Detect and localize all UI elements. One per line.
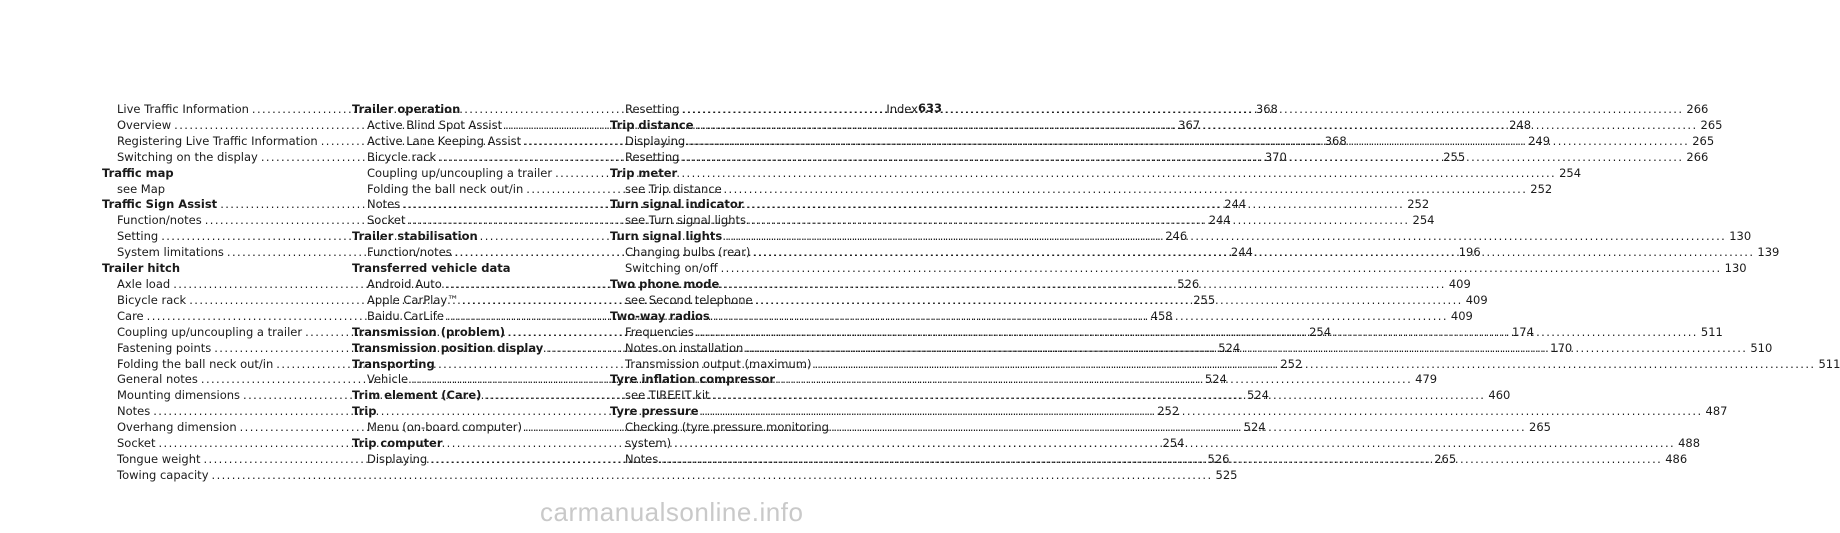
entry-label: Android Auto [367, 276, 442, 291]
dot-leader [674, 436, 1675, 452]
entry-page-number: 196 [1458, 245, 1481, 260]
section-label: Index [886, 102, 918, 116]
index-line [352, 436, 604, 452]
entry-page-number: 265 [1434, 451, 1457, 466]
dot-leader [721, 261, 1722, 277]
dot-leader [661, 452, 1662, 468]
index-line [610, 293, 867, 309]
entry-page-number: 526 [1207, 451, 1230, 466]
entry-label: Two phone mode [610, 276, 720, 291]
entry-label: Setting [117, 229, 159, 244]
entry-label: Baidu CarLife [367, 308, 444, 323]
index-line [610, 166, 867, 182]
index-line [610, 261, 1747, 277]
entry-page-number: 488 [1678, 436, 1701, 451]
index-entry-subitem [102, 467, 1238, 484]
entry-page-number: 511 [1818, 356, 1840, 371]
index-line [352, 404, 604, 420]
entry-page-number: 130 [1729, 229, 1752, 244]
index-line [610, 372, 867, 388]
entry-label: Live Traffic Information [117, 102, 249, 116]
entry-page-number: 255 [1443, 149, 1466, 164]
index-entry-subitem [610, 293, 867, 309]
entry-label: Trip distance [610, 117, 694, 132]
entry-page-number: 255 [1193, 292, 1216, 307]
entry-page-number: 130 [1724, 261, 1747, 276]
entry-page-number: 244 [1208, 213, 1231, 228]
entry-page-number: 487 [1705, 404, 1728, 419]
index-line [102, 166, 349, 182]
entry-page-number: 254 [1559, 165, 1582, 180]
dot-leader [411, 372, 1412, 388]
entry-page-number: 266 [1686, 149, 1709, 164]
entry-page-number: 265 [1692, 133, 1715, 148]
entry-label: Transporting [352, 356, 435, 371]
entry-label: Traffic Sign Assist [102, 197, 218, 212]
entry-page-number: 174 [1511, 324, 1534, 339]
entry-label: Notes [625, 451, 659, 466]
entry-label: Notes [117, 404, 151, 419]
index-line [352, 102, 604, 118]
entry-page-number: 367 [1178, 117, 1201, 132]
index-entry-heading [610, 372, 867, 388]
watermark-text: carmanualsonline.info [540, 497, 804, 527]
entry-label: Switching on/off [625, 261, 718, 276]
entry-page-number: 409 [1450, 308, 1473, 323]
entry-label: Tongue weight [117, 451, 201, 466]
entry-label: Transmission (problem) [352, 324, 505, 339]
entry-label: Tyre pressure [610, 404, 699, 419]
entry-label: Notes on installation [625, 340, 744, 355]
index-entry-heading [610, 277, 867, 293]
entry-page-number: 409 [1465, 292, 1488, 307]
entry-label: Coupling up/uncoupling a trailer [367, 165, 553, 180]
entry-label: Function/notes [117, 213, 202, 228]
entry-label: Displaying [367, 451, 428, 466]
entry-label: Bicycle rack [117, 292, 187, 307]
entry-page-number: 524 [1204, 372, 1227, 387]
entry-page-number: 409 [1448, 276, 1471, 291]
entry-label: Socket [367, 213, 406, 228]
entry-label: System limitations [117, 245, 224, 260]
entry-page-number: 525 [1215, 467, 1238, 482]
entry-page-number: 266 [1686, 102, 1709, 116]
entry-page-number: 524 [1247, 388, 1269, 403]
entry-label: Menu (on-board computer) [367, 420, 523, 435]
index-line [610, 388, 867, 404]
dot-leader [725, 229, 1726, 245]
entry-label: Trip [352, 404, 377, 419]
entry-page-number: 460 [1488, 388, 1511, 403]
index-entry-heading [352, 404, 604, 420]
index-entry-subitem [610, 213, 867, 229]
dot-leader [697, 325, 1698, 341]
entry-page-number: 486 [1665, 451, 1688, 466]
entry-page-number: 368 [1255, 102, 1278, 116]
page-number: 633 [917, 101, 942, 115]
entry-label: Tyre inflation compressor [610, 372, 776, 387]
entry-page-number: 252 [1407, 197, 1430, 212]
dot-leader [814, 357, 1815, 373]
entry-label: Socket [117, 436, 156, 451]
index-entry-subitem [610, 182, 867, 198]
index-line [610, 197, 867, 213]
entry-page-number: 254 [1162, 436, 1185, 451]
entry-page-number: 254 [1309, 324, 1332, 339]
dot-leader [688, 134, 1689, 150]
entry-label: Function/notes [367, 245, 452, 260]
entry-label: Trip computer [352, 436, 443, 451]
entry-page-number: 252 [1530, 181, 1553, 196]
entry-label: Traffic map [102, 165, 174, 180]
entry-label: Transmission output (maximum) [625, 356, 812, 371]
dot-leader [697, 118, 1698, 134]
index-entry-heading [352, 436, 604, 452]
index-entry-heading [352, 357, 604, 373]
entry-label: see Second telephone [625, 292, 753, 307]
entry-label: Folding the ball neck out/in [117, 356, 274, 371]
entry-page-number: 252 [1157, 404, 1180, 419]
entry-label: Resetting [625, 102, 680, 116]
entry-page-number: 479 [1415, 372, 1438, 387]
index-entry-heading [610, 166, 867, 182]
entry-label: Frequencies [625, 324, 694, 339]
entry-page-number: 370 [1264, 149, 1287, 164]
entry-page-number: 139 [1757, 245, 1780, 260]
index-entry-heading [352, 261, 604, 277]
index-entry-heading [102, 261, 349, 277]
dot-leader [746, 341, 1747, 357]
dot-leader [445, 277, 1446, 293]
entry-page-number: 244 [1230, 245, 1253, 260]
entry-page-number: 265 [1700, 117, 1723, 132]
entry-label: Bicycle rack [367, 149, 437, 164]
index-line [352, 229, 604, 245]
entry-page-number: 524 [1243, 420, 1266, 435]
index-line [610, 277, 867, 293]
entry-label: Active Lane Keeping Assist [367, 133, 522, 148]
index-line [610, 182, 867, 198]
entry-page-number: 265 [1529, 420, 1551, 435]
index-entry-subitem [610, 388, 867, 404]
index-line [102, 182, 349, 198]
index-line [352, 261, 604, 277]
index-entry-heading [610, 309, 867, 325]
entry-label: Overhang dimension [117, 420, 237, 435]
index-entry-heading [610, 197, 867, 213]
entry-label: Changing bulbs (rear) [625, 245, 751, 260]
dot-leader [212, 468, 1213, 484]
entry-label: see Trip distance [625, 181, 722, 196]
entry-label: Two-way radios [610, 308, 710, 323]
dot-leader [682, 102, 1683, 118]
index-entry-subitem [102, 182, 349, 198]
entry-page-number: 246 [1165, 229, 1188, 244]
entry-label: see TIREFIT kit [625, 388, 710, 403]
entry-label: Axle load [117, 276, 171, 291]
entry-label: Checking (tyre pressure monitoring [625, 420, 829, 435]
entry-page-number: 249 [1528, 133, 1551, 148]
index-line [352, 357, 604, 373]
index-line [610, 309, 867, 325]
index-line [102, 467, 1238, 484]
entry-label: Towing capacity [117, 467, 209, 482]
entry-label: Care [117, 308, 144, 323]
entry-label: Resetting [625, 149, 680, 164]
index-entry-heading [102, 166, 349, 182]
entry-label: Transferred vehicle data [352, 261, 511, 276]
index-line [102, 261, 349, 277]
dot-leader [409, 213, 1410, 229]
entry-page-number: 248 [1509, 117, 1532, 132]
entry-label: Mounting dimensions [117, 388, 241, 403]
entry-label: Folding the ball neck out/in [367, 181, 524, 196]
entry-label: Trailer hitch [102, 261, 181, 276]
dot-leader [753, 245, 1754, 261]
index-entry-subitem [610, 420, 867, 436]
entry-label: Notes [367, 197, 401, 212]
entry-label: Apple CarPlay™ [367, 292, 459, 307]
entry-label: Displaying [625, 133, 686, 148]
entry-label: Transmission position display [352, 340, 544, 355]
entry-page-number: 170 [1550, 340, 1573, 355]
entry-page-number: 511 [1700, 324, 1723, 339]
entry-label: Vehicle [367, 372, 409, 387]
entry-label: see Map [117, 181, 166, 196]
entry-label: Switching on the display [117, 149, 258, 164]
entry-page-number: 510 [1750, 340, 1773, 355]
dot-leader [447, 309, 1448, 325]
entry-page-number: 244 [1224, 197, 1247, 212]
entry-label: Turn signal lights [610, 229, 723, 244]
entry-label: General notes [117, 372, 198, 387]
entry-label: Turn signal indicator [610, 197, 744, 212]
entry-label: Trim element (Care) [352, 388, 482, 403]
entry-label: Fastening points [117, 340, 212, 355]
entry-label: Registering Live Traffic Information [117, 133, 318, 148]
entry-label: system) [625, 436, 672, 451]
dot-leader [702, 404, 1703, 420]
entry-label: Active Blind Spot Assist [367, 117, 503, 132]
index-line [610, 213, 867, 229]
entry-label: Trip meter [610, 165, 678, 180]
entry-page-number: 254 [1412, 213, 1435, 228]
dot-leader [403, 197, 1404, 213]
entry-page-number: 524 [1218, 340, 1241, 355]
index-entry-heading [352, 102, 604, 118]
entry-label: Coupling up/uncoupling a trailer [117, 324, 303, 339]
index-entry-subitem [610, 261, 1747, 277]
index-entry-heading [352, 229, 604, 245]
entry-label: see Turn signal lights [625, 213, 746, 228]
entry-page-number: 526 [1177, 276, 1200, 291]
entry-label: Trailer operation [352, 102, 461, 116]
entry-page-number: 458 [1150, 308, 1173, 323]
entry-page-number: 252 [1280, 356, 1303, 371]
entry-label: Overview [117, 117, 172, 132]
index-line [610, 420, 867, 436]
dot-leader [682, 150, 1683, 166]
entry-page-number: 368 [1324, 133, 1347, 148]
entry-label: Trailer stabilisation [352, 229, 478, 244]
